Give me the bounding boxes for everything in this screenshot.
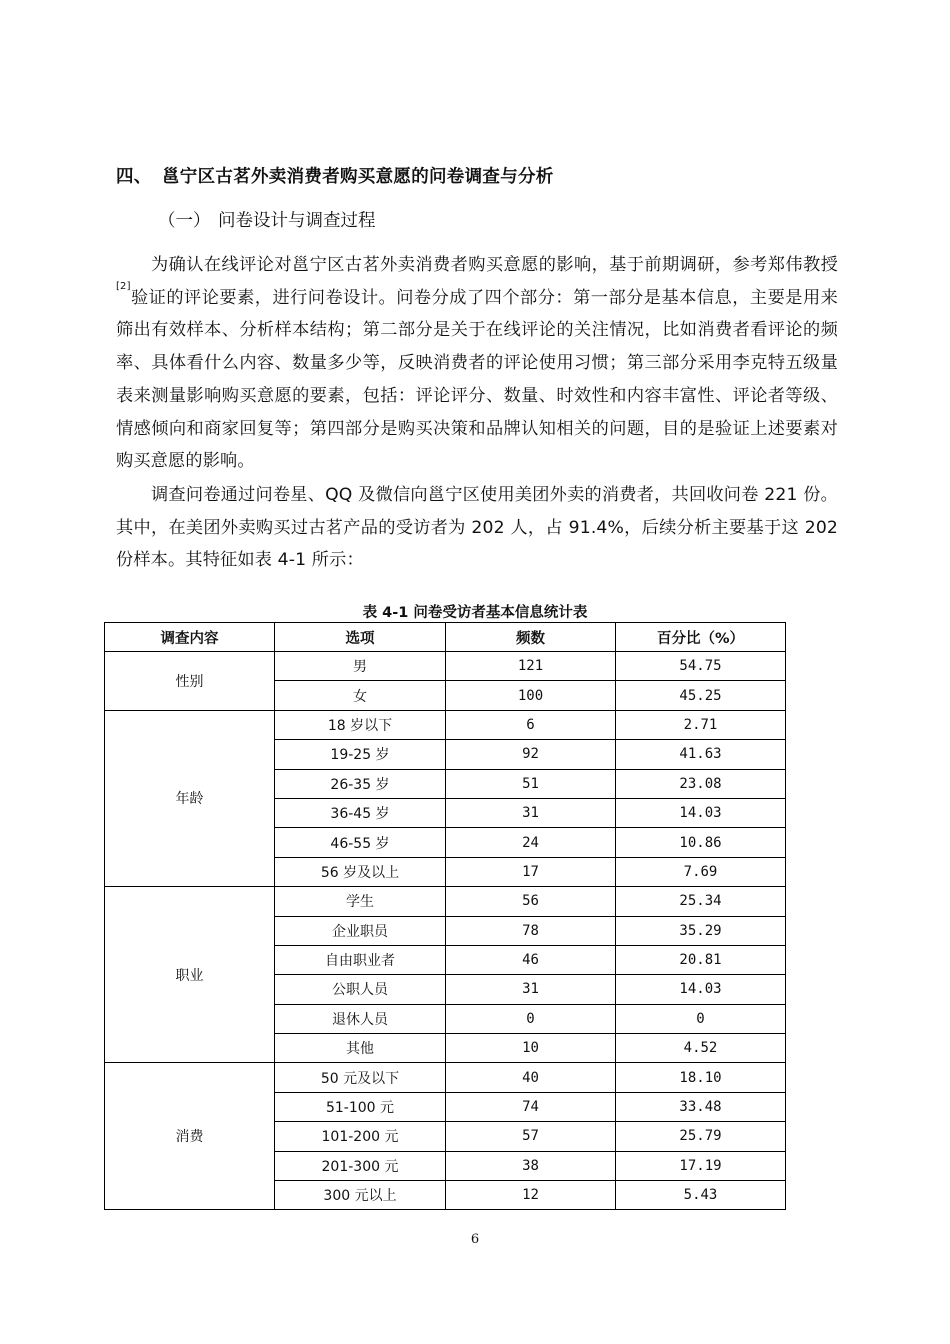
option-cell: 公职人员: [275, 975, 446, 1004]
citation-ref[interactable]: [2]: [116, 280, 131, 292]
option-cell: 其他: [275, 1034, 446, 1063]
option-cell: 56 岁及以上: [275, 857, 446, 886]
header-category: 调查内容: [105, 623, 275, 652]
percent-cell: 20.81: [616, 945, 786, 974]
percent-cell: 54.75: [616, 652, 786, 681]
option-cell: 26-35 岁: [275, 769, 446, 798]
option-cell: 自由职业者: [275, 945, 446, 974]
section-number: 四、: [116, 167, 152, 187]
subsection-number: （一）: [158, 211, 211, 231]
paragraph-questionnaire-design: [116, 249, 838, 479]
count-cell: 100: [446, 681, 616, 710]
option-cell: 18 岁以下: [275, 710, 446, 739]
percent-cell: 7.69: [616, 857, 786, 886]
count-cell: 31: [446, 975, 616, 1004]
count-cell: 38: [446, 1151, 616, 1180]
category-cell: 消费: [105, 1063, 275, 1210]
count-cell: 31: [446, 798, 616, 827]
percent-cell: 41.63: [616, 740, 786, 769]
percent-cell: 5.43: [616, 1181, 786, 1210]
option-cell: 101-200 元: [275, 1122, 446, 1151]
count-cell: 92: [446, 740, 616, 769]
percent-cell: 25.79: [616, 1122, 786, 1151]
section-title: 邕宁区古茗外卖消费者购买意愿的问卷调查与分析: [162, 167, 554, 187]
section-heading: [116, 163, 554, 188]
count-cell: 6: [446, 710, 616, 739]
count-cell: 24: [446, 828, 616, 857]
option-cell: 学生: [275, 887, 446, 916]
category-cell: 年龄: [105, 710, 275, 886]
percent-cell: 33.48: [616, 1092, 786, 1121]
option-cell: 46-55 岁: [275, 828, 446, 857]
header-count: 频数: [446, 623, 616, 652]
count-cell: 121: [446, 652, 616, 681]
subsection-title: 问卷设计与调查过程: [218, 211, 376, 231]
option-cell: 男: [275, 652, 446, 681]
respondent-stats-table: [104, 622, 786, 1210]
percent-cell: 25.34: [616, 887, 786, 916]
count-cell: 78: [446, 916, 616, 945]
percent-cell: 23.08: [616, 769, 786, 798]
count-cell: 10: [446, 1034, 616, 1063]
header-percent: 百分比（%）: [616, 623, 786, 652]
option-cell: 51-100 元: [275, 1092, 446, 1121]
header-option: 选项: [275, 623, 446, 652]
option-cell: 300 元以上: [275, 1181, 446, 1210]
page-number: 6: [470, 1232, 480, 1247]
table-row: [105, 652, 786, 681]
table-row: [105, 887, 786, 916]
subsection-heading: [158, 207, 376, 232]
category-cell: 性别: [105, 652, 275, 711]
table-header-row: [105, 623, 786, 652]
percent-cell: 14.03: [616, 798, 786, 827]
table-caption: 表 4-1 问卷受访者基本信息统计表: [362, 605, 588, 621]
count-cell: 56: [446, 887, 616, 916]
option-cell: 19-25 岁: [275, 740, 446, 769]
table-body: [105, 652, 786, 1210]
category-cell: 职业: [105, 887, 275, 1063]
count-cell: 17: [446, 857, 616, 886]
paragraph-text-after-ref: 验证的评论要素，进行问卷设计。问卷分成了四个部分：第一部分是基本信息，主要是用来筛出有效样本、分析样本结构；第二部分是关于在线评论的关注情况，比如消费者看评论的频率、具体看什么内容、数量多少等，反映消费者的评论使用习惯；第三部分采用李克特五级量表来测量影响购买意愿的要素，包括：评论评分、数量、时效性和内容丰富性、评论者等级、情感倾向和商家回复等；第四部分是购买决策和品牌认知相关的问题，目的是验证上述要素对购买意愿的影响。: [116, 287, 838, 472]
count-cell: 0: [446, 1004, 616, 1033]
option-cell: 50 元及以下: [275, 1063, 446, 1092]
percent-cell: 14.03: [616, 975, 786, 1004]
percent-cell: 17.19: [616, 1151, 786, 1180]
table-row: [105, 710, 786, 739]
percent-cell: 18.10: [616, 1063, 786, 1092]
paragraph-survey-process: 调查问卷通过问卷星、QQ 及微信向邕宁区使用美团外卖的消费者，共回收问卷 221 份。其中，在美团外卖购买过古茗产品的受访者为 202 人，占 91.4%，后续分析主要基于这 202 份样本。其特征如表 4-1 所示：: [116, 485, 838, 571]
count-cell: 74: [446, 1092, 616, 1121]
count-cell: 46: [446, 945, 616, 974]
count-cell: 51: [446, 769, 616, 798]
count-cell: 40: [446, 1063, 616, 1092]
option-cell: 36-45 岁: [275, 798, 446, 827]
count-cell: 57: [446, 1122, 616, 1151]
percent-cell: 10.86: [616, 828, 786, 857]
option-cell: 女: [275, 681, 446, 710]
table-row: [105, 1063, 786, 1092]
option-cell: 企业职员: [275, 916, 446, 945]
percent-cell: 2.71: [616, 710, 786, 739]
count-cell: 12: [446, 1181, 616, 1210]
percent-cell: 45.25: [616, 681, 786, 710]
option-cell: 退休人员: [275, 1004, 446, 1033]
paragraph-text-before-ref: 为确认在线评论对邕宁区古茗外卖消费者购买意愿的影响，基于前期调研，参考郑伟教授: [151, 255, 838, 275]
percent-cell: 4.52: [616, 1034, 786, 1063]
percent-cell: 35.29: [616, 916, 786, 945]
option-cell: 201-300 元: [275, 1151, 446, 1180]
percent-cell: 0: [616, 1004, 786, 1033]
